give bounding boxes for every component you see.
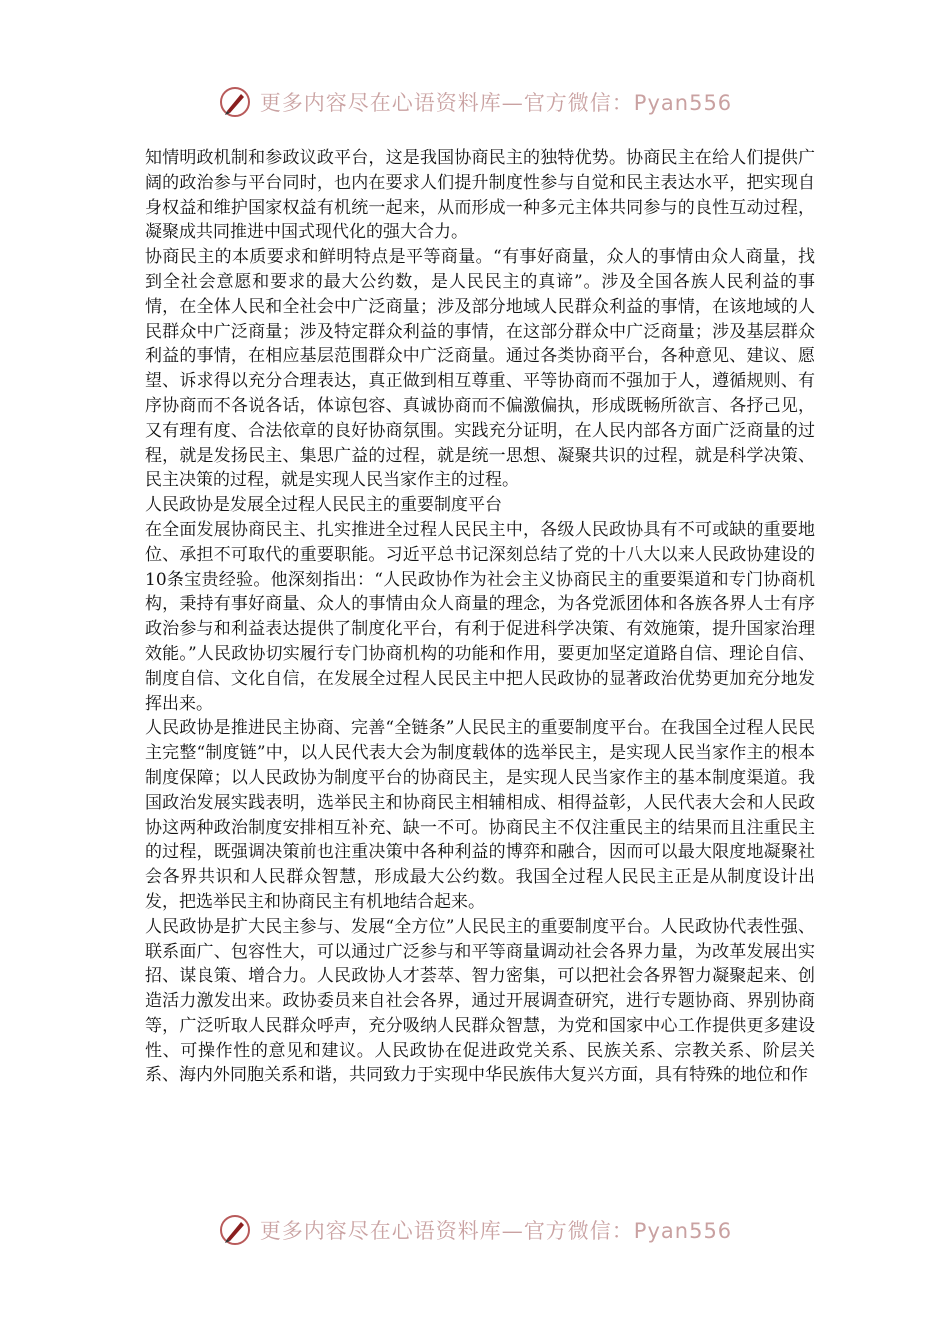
pen-logo-icon [218, 1213, 252, 1247]
paragraph: 协商民主的本质要求和鲜明特点是平等商量。“有事好商量，众人的事情由众人商量，找到全社会意愿和要求的最大公约数，是人民民主的真谛”。涉及全国各族人民利益的事情，在全体人民和全社会中广泛商量；涉及部分地域人民群众利益的事情，在该地域的人民群众中广泛商量；涉及特定群众利益的事情，在这部分群众中广泛商量；涉及基层群众利益的事情，在相应基层范围群众中广泛商量。通过各类协商平台，各种意见、建议、愿望、诉求得以充分合理表达，真正做到相互尊重、平等协商而不强加于人，遵循规则、有序协商而不各说各话，体谅包容、真诚协商而不偏激偏执，形成既畅所欲言、各抒己见，又有理有度、合法依章的良好协商氛围。实践充分证明，在人民内部各方面广泛商量的过程，就是发扬民主、集思广益的过程，就是统一思想、凝聚共识的过程，就是科学决策、民主决策的过程，就是实现人民当家作主的过程。 [145, 247, 815, 491]
header-banner-main: 更多内容尽在心语资料库— [259, 91, 524, 115]
header-banner-text [260, 87, 732, 117]
paragraph: 在全面发展协商民主、扎实推进全过程人民民主中，各级人民政协具有不可或缺的重要地位、承担不可取代的重要职能。习近平总书记深刻总结了党的十八大以来人民政协建设的10条宝贵经验。他深刻指出：“人民政协作为社会主义协商民主的重要渠道和专门协商机构，秉持有事好商量、众人的事情由众人商量的理念，为各党派团体和各族各界人士有序政治参与和利益表达提供了制度化平台，有利于促进科学决策、有效施策，提升国家治理效能。”人民政协切实履行专门协商机构的功能和作用，要更加坚定道路自信、理论自信、制度自信、文化自信，在发展全过程人民民主中把人民政协的显著政治优势更加充分地发挥出来。 [145, 519, 815, 714]
footer-banner-main: 更多内容尽在心语资料库— [259, 1219, 524, 1243]
pen-logo-icon [218, 85, 252, 119]
footer-banner-wechat: 官方微信：Pyan556 [523, 1219, 733, 1243]
paragraph: 人民政协是扩大民主参与、发展“全方位”人民民主的重要制度平台。人民政协代表性强、联系面广、包容性大，可以通过广泛参与和平等商量调动社会各界力量，为改革发展出实招、谋良策、增合力。人民政协人才荟萃、智力密集，可以把社会各界智力凝聚起来、创造活力激发出来。政协委员来自社会各界，通过开展调查研究，进行专题协商、界别协商等，广泛听取人民群众呼声，充分吸纳人民群众智慧，为党和国家中心工作提供更多建设性、可操作性的意见和建议。人民政协在促进政党关系、民族关系、宗教关系、阶层关系、海内外同胞关系和谐，共同致力于实现中华民族伟大复兴方面，具有特殊的地位和作 [145, 916, 815, 1086]
footer-banner-text [260, 1215, 732, 1245]
section-heading: 人民政协是发展全过程人民民主的重要制度平台 [145, 495, 502, 516]
header-banner-wechat: 官方微信：Pyan556 [523, 91, 733, 115]
paragraph: 知情明政机制和参政议政平台，这是我国协商民主的独特优势。协商民主在给人们提供广阔的政治参与平台同时，也内在要求人们提升制度性参与自觉和民主表达水平，把实现自身权益和维护国家权益有机统一起来，从而形成一种多元主体共同参与的良性互动过程，凝聚成共同推进中国式现代化的强大合力。 [145, 148, 815, 243]
document-body [145, 146, 815, 1088]
footer-banner [0, 1208, 950, 1252]
paragraph: 人民政协是推进民主协商、完善“全链条”人民民主的重要制度平台。在我国全过程人民民主完整“制度链”中，以人民代表大会为制度载体的选举民主，是实现人民当家作主的根本制度保障；以人民政协为制度平台的协商民主，是实现人民当家作主的基本制度渠道。我国政治发展实践表明，选举民主和协商民主相辅相成、相得益彰，人民代表大会和人民政协这两种政治制度安排相互补充、缺一不可。协商民主不仅注重民主的结果而且注重民主的过程，既强调决策前也注重决策中各种利益的博弈和融合，因而可以最大限度地凝聚社会各界共识和人民群众智慧，形成最大公约数。我国全过程人民民主正是从制度设计出发，把选举民主和协商民主有机地结合起来。 [145, 718, 815, 912]
header-banner [0, 80, 950, 124]
